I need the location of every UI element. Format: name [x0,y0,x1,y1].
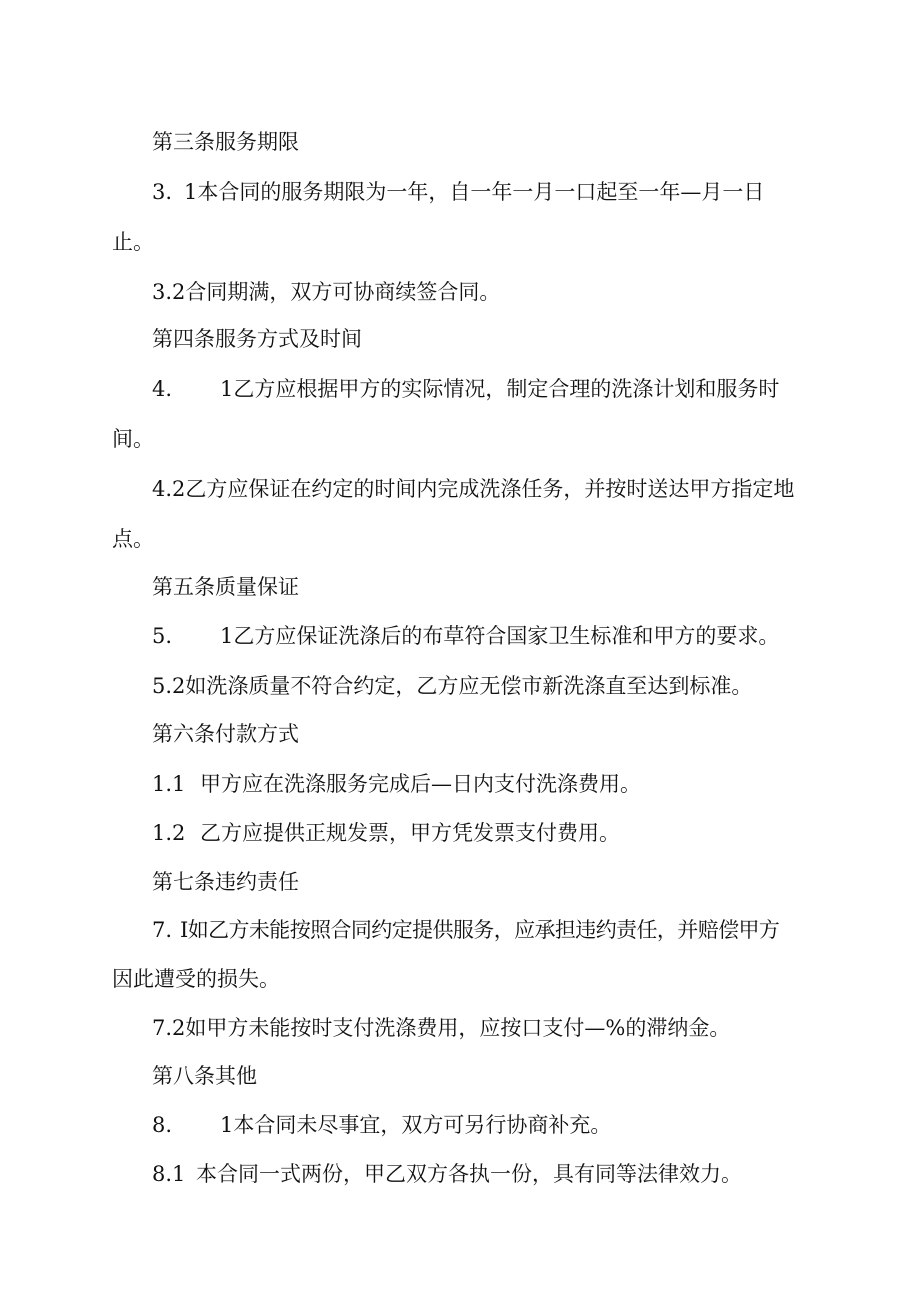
clause-4-2: 4.2乙方应保证在约定的时间内完成洗涤任务，并按时送达甲方指定地 [152,477,795,501]
clause-3-1-text: 1本合同的服务期限为一年，自一年一月一口起至一年—月一日 [184,180,765,204]
section-3-heading: 第三条服务期限 [152,130,299,154]
clause-5-2: 5.2如洗涤质量不符合约定，乙方应无偿市新洗涤直至达到标准。 [152,674,753,698]
clause-8-1 [152,1111,611,1139]
clause-3-2: 3.2合同期满，双方可协商续签合同。 [152,280,501,304]
clause-8-2-number: 8.1 [152,1162,186,1186]
clause-3-1-number: 3. [152,180,173,204]
clause-5-1-number: 5. [152,624,173,648]
clause-4-1-continuation: 间。 [112,427,154,451]
clause-7-1-number: 7. [152,918,173,942]
clause-5-1 [152,622,779,650]
clause-6-1-number: 1.1 [152,772,186,796]
clause-6-2 [152,819,620,847]
clause-4-1-text: 1乙方应根据甲方的实际情况，制定合理的洗涤计划和服务时 [220,377,780,401]
clause-6-1-text: 甲方应在洗涤服务完成后—日内支付洗涤费用。 [200,772,641,796]
clause-3-1-continuation: 止。 [112,230,154,254]
clause-7-1 [152,916,779,944]
clause-6-2-text: 乙方应提供正规发票，甲方凭发票支付费用。 [200,821,620,845]
clause-8-2 [152,1160,742,1188]
clause-3-1 [152,178,764,206]
clause-4-1 [152,375,779,403]
clause-4-2-continuation: 点。 [112,527,154,551]
clause-6-1 [152,770,641,798]
clause-4-1-number: 4. [152,377,173,401]
clause-8-1-text: 1本合同未尽事宜，双方可另行协商补充。 [220,1113,612,1137]
clause-6-2-number: 1.2 [152,821,186,845]
section-8-heading: 第八条其他 [152,1064,257,1088]
section-4-heading: 第四条服务方式及时间 [152,327,362,351]
clause-7-1-continuation: 因此遭受的损失。 [112,967,280,991]
clause-7-2: 7.2如甲方未能按时支付洗涤费用，应按口支付—%的滞纳金。 [152,1016,731,1040]
clause-7-1-text: I如乙方未能按照合同约定提供服务，应承担违约责任，并赔偿甲方 [180,918,780,942]
clause-8-2-text: 本合同一式两份，甲乙双方各执一份，具有同等法律效力。 [196,1162,742,1186]
clause-8-1-number: 8. [152,1113,173,1137]
clause-5-1-text: 1乙方应保证洗涤后的布草符合国家卫生标准和甲方的要求。 [220,624,780,648]
section-6-heading: 第六条付款方式 [152,722,299,746]
section-5-heading: 第五条质量保证 [152,575,299,599]
section-7-heading: 第七条违约责任 [152,870,299,894]
